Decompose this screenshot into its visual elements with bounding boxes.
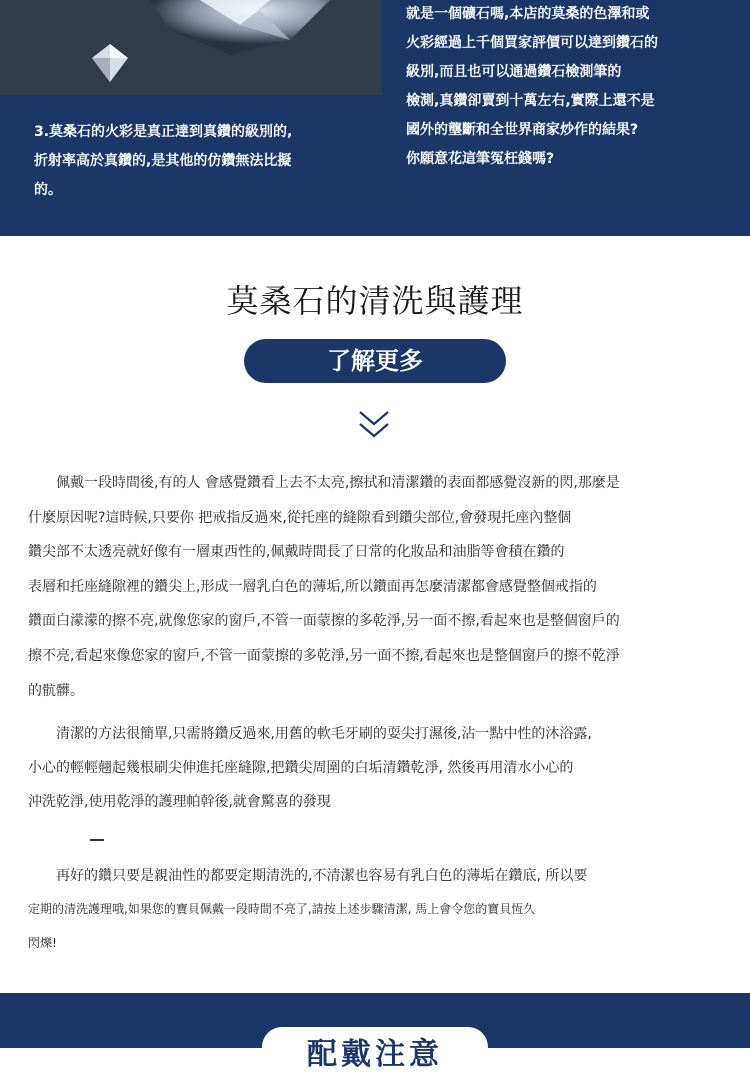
left-caption-line: 的。: [34, 182, 62, 198]
paragraph-line: 的骯髒。: [28, 682, 84, 699]
right-text-line: 火彩經過上千個買家評價可以達到鑽石的: [406, 35, 658, 51]
paragraph-regular-cleaning: [28, 860, 728, 960]
paragraph-line: 鑽面白濛濛的擦不亮,就像您家的窗戶,不管一面蒙擦的多乾淨,另一面不擦,看起來也是整個窗戶的: [28, 613, 620, 630]
paragraph-line: 定期的清洗護理哦,如果您的寶貝佩戴一段時間不亮了,請按上述步驟清潔, 馬上會令您的寶貝恆久: [28, 902, 536, 916]
double-chevron-down-icon[interactable]: [357, 408, 391, 442]
paragraph-dull-causes: [28, 466, 728, 708]
diamond-photo: [0, 0, 382, 95]
section-title: 莫桑石的清洗與護理: [226, 282, 524, 320]
paragraph-line: 閃爍!: [28, 936, 57, 950]
right-text-line: 級別,而且也可以通過鑽石檢測筆的: [406, 64, 622, 80]
paragraph-line: 沖洗乾淨,使用乾淨的護理帕幹後,就會驚喜的發現: [28, 794, 331, 810]
divider-dash: [90, 839, 104, 841]
left-caption-line: 3.莫桑石的火彩是真正達到真鑽的級別的,: [34, 124, 293, 140]
gem-photo: [0, 0, 382, 95]
paragraph-cleaning-method: [28, 717, 728, 819]
paragraph-line: 擦不亮,看起來像您家的窗戶,不管一面蒙擦的多乾淨,另一面不擦,看起來也是整個窗戶的擦不乾淨: [28, 647, 620, 664]
paragraph-line: 表層和托座縫隙裡的鑽尖上,形成一層乳白色的薄垢,所以鑽面再怎麼清潔都會感覺整個戒指的: [28, 578, 597, 595]
right-text-line: 檢測,真鑽卻賣到十萬左右,實際上還不是: [406, 93, 655, 109]
top-banner: [0, 0, 750, 236]
paragraph-line: 清潔的方法很簡單,只需將鑽反過來,用舊的軟毛牙刷的耍尖打濕後,沾一點中性的沐浴露,: [28, 726, 592, 742]
paragraph-line: 小心的輕輕翹起幾根刷尖伸進托座縫隙,把鑽尖周圍的白垢清鑽乾淨, 然後再用清水小心的: [28, 760, 574, 776]
learn-more-button[interactable]: 了解更多: [244, 339, 506, 383]
right-text-line: 國外的壟斷和全世界商家炒作的結果?: [406, 122, 639, 138]
right-text-block: [406, 0, 726, 174]
left-caption-line: 折射率高於真鑽的,是其他的仿鑽無法比擬: [34, 153, 292, 169]
bottom-section-title: 配戴注意: [307, 1037, 443, 1072]
paragraph-line: 再好的鑽只要是親油性的都要定期清洗的,不清潔也容易有乳白色的薄垢在鑽底, 所以要: [28, 868, 588, 884]
paragraph-line: 鑽尖部不太透亮就好像有一層東西性的,佩戴時間長了日常的化妝品和油脂等會積在鑽的: [28, 544, 565, 561]
paragraph-line: 什麼原因呢?這時候,只要你 把戒指反過來,從托座的縫隙看到鑽尖部位,會發現托座內整個: [28, 509, 572, 526]
paragraph-line: 佩戴一段時間後,有的人 會感覺鑽看上去不太亮,擦拭和清潔鑽的表面都感覺沒新的閃,那麼是: [28, 475, 620, 491]
right-text-line: 你願意花這筆冤枉錢嗎?: [406, 151, 555, 167]
right-text-line: 就是一個礦石嗎,本店的莫桑的色澤和或: [406, 6, 650, 22]
left-caption: [34, 118, 379, 205]
